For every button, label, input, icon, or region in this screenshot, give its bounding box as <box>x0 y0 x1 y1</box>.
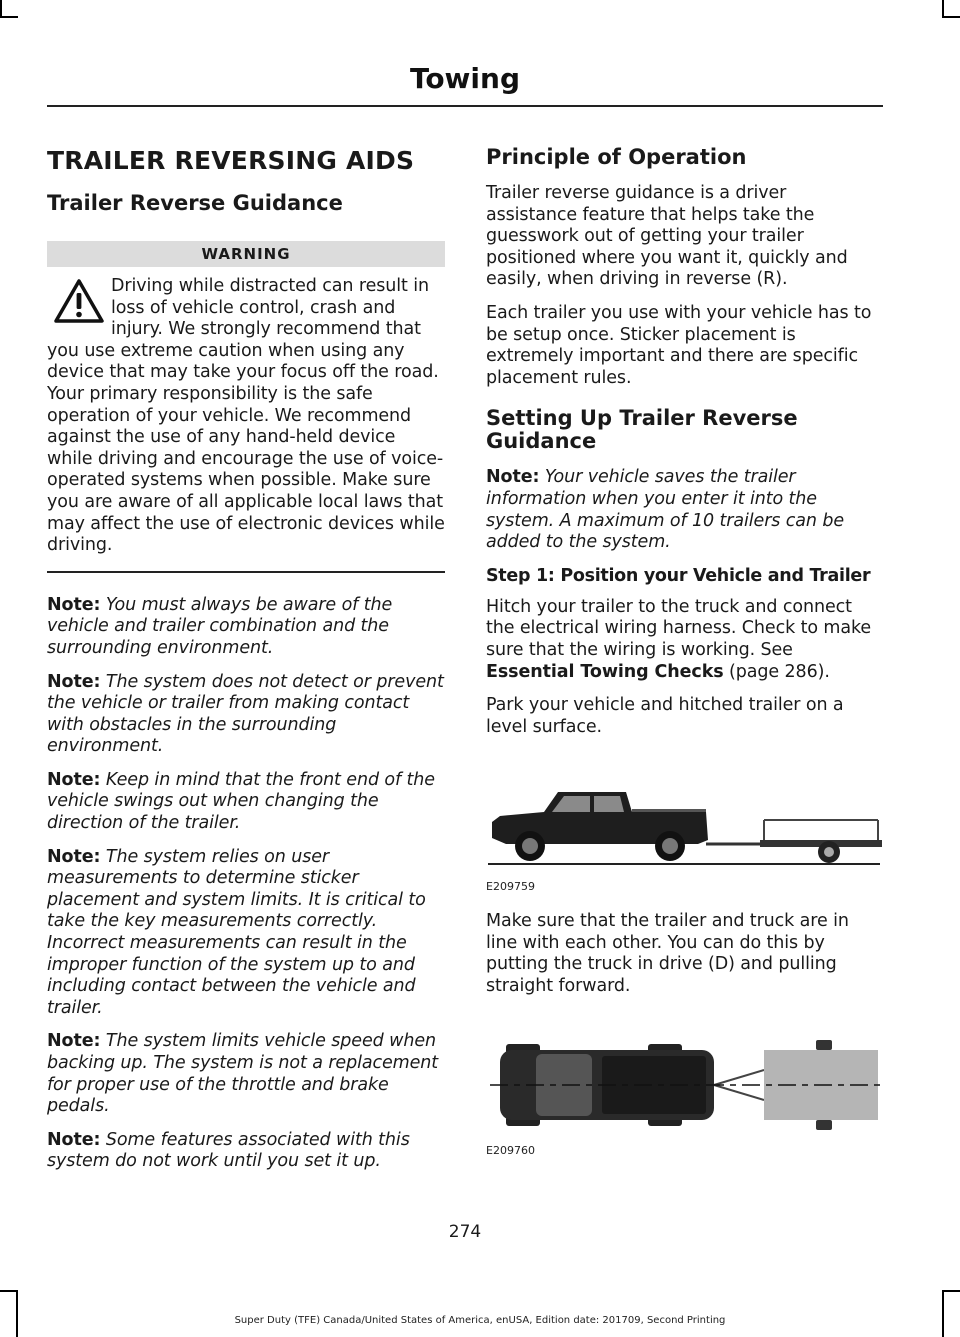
step1-paragraph: Park your vehicle and hitched trailer on a level surface. <box>486 695 844 737</box>
note <box>47 595 445 660</box>
note-label: Note: <box>47 1031 101 1052</box>
note-text: The system limits vehicle speed when backing up. The system is not a replacement for proper use of the throttle and brake pedals. <box>47 1031 439 1117</box>
note <box>47 672 445 758</box>
subsection-heading: Trailer Reverse Guidance <box>47 191 343 215</box>
note-label: Note: <box>47 594 101 615</box>
note-text: You must always be aware of the vehicle and trailer combination and the surrounding environment. <box>47 594 393 658</box>
note-label: Note: <box>47 671 101 692</box>
warning-label: WARNING <box>47 241 445 267</box>
figure-id: E209759 <box>486 880 535 894</box>
principle-paragraph: Trailer reverse guidance is a driver assistance feature that helps take the guesswork out of getting your trailer positioned where you want it, quickly and easily, when driving in reverse (R). <box>486 183 848 290</box>
note <box>47 770 445 835</box>
warning-text: Driving while distracted can result in loss of vehicle control, crash and injury. We strongly recommend that you use extreme caution when using any device that may take your focus off the road. Your primary responsibility is the safe operation of your vehicle. We recommend against the use of any hand-held device while driving and encourage the use of voice-operated systems when possible. Make sure you are aware of all applicable local laws that may affect the use of electronic devices while driving. <box>47 276 445 556</box>
section-heading: TRAILER REVERSING AIDS <box>47 146 415 175</box>
right-column <box>486 140 882 1157</box>
principle-paragraph: Each trailer you use with your vehicle has to be setup once. Sticker placement is extremely important and there are specific placement rules. <box>486 302 872 388</box>
crop-mark <box>0 16 18 18</box>
figure-truck-trailer-top <box>486 1036 882 1157</box>
principle-heading: Principle of Operation <box>486 145 747 169</box>
page-reference: (page 286). <box>723 661 830 682</box>
figure-truck-trailer-side <box>486 778 882 893</box>
note-label: Note: <box>47 1129 101 1150</box>
setup-note <box>486 467 882 553</box>
figure-id: E209760 <box>486 1143 535 1157</box>
step1-paragraph <box>486 597 882 683</box>
note-text: The system does not detect or prevent the vehicle or trailer from making contact with obstacles in the surrounding environment. <box>47 671 444 757</box>
truck-trailer-top-illustration <box>486 1036 882 1134</box>
header-rule <box>47 105 883 107</box>
note-text: Keep in mind that the front end of the vehicle swings out when changing the direction of the trailer. <box>47 769 435 834</box>
crop-mark <box>942 1290 944 1337</box>
warning-box <box>47 276 445 557</box>
step1-paragraph: Make sure that the trailer and truck are in line with each other. You can do this by putting the truck in drive (D) and pulling straight forward. <box>486 911 849 997</box>
note <box>47 1031 445 1117</box>
crop-mark <box>942 16 960 18</box>
note-text: Some features associated with this system do not work until you set it up. <box>47 1129 410 1172</box>
page-header-title: Towing <box>409 62 520 95</box>
note-label: Note: <box>486 467 540 488</box>
step1-heading: Step 1: Position your Vehicle and Trailer <box>486 565 871 586</box>
crop-mark <box>0 1290 18 1292</box>
setup-heading: Setting Up Trailer Reverse Guidance <box>486 406 798 454</box>
crop-mark <box>16 1290 18 1337</box>
page-number: 274 <box>448 1222 482 1242</box>
note-label: Note: <box>47 846 101 867</box>
step1-text: Hitch your trailer to the truck and connect the electrical wiring harness. Check to make sure that the wiring is working. See <box>486 596 872 660</box>
warning-triangle-icon <box>53 278 105 324</box>
page-footer: Super Duty (TFE) Canada/United States of America, enUSA, Edition date: 201709, Second Printing <box>234 1315 726 1326</box>
essential-towing-checks-link[interactable]: Essential Towing Checks <box>486 661 724 682</box>
left-column <box>47 140 445 1185</box>
note <box>47 847 445 1020</box>
note-text: The system relies on user measurements to determine sticker placement and system limits. It is critical to take the key measurements correctly. Incorrect measurements can result in the improper function of the system up to and including contact between the vehicle and trailer. <box>47 846 426 1018</box>
note-label: Note: <box>47 769 101 790</box>
note <box>47 1130 445 1173</box>
truck-trailer-side-illustration <box>486 778 882 870</box>
warning-rule <box>47 571 445 573</box>
crop-mark <box>942 1290 960 1292</box>
note-text: Your vehicle saves the trailer information when you enter it into the system. A maximum of 10 trailers can be added to the system. <box>486 467 845 553</box>
